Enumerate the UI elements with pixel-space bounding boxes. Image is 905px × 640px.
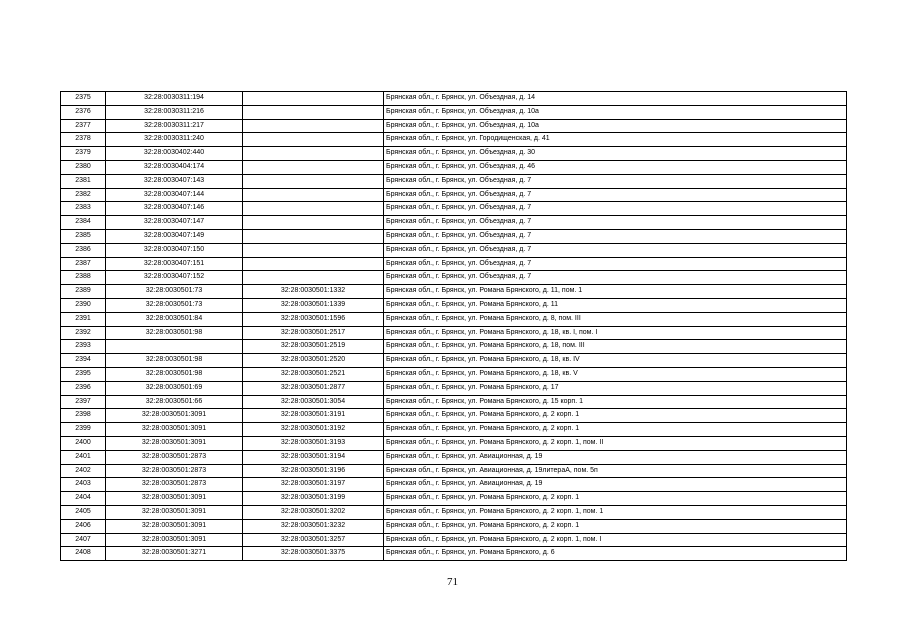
table-row [61, 367, 847, 381]
row-number-cell: 2383 [61, 202, 106, 216]
row-number-cell: 2407 [61, 533, 106, 547]
land-cadastral-number-cell: 32:28:0030501:2873 [106, 450, 243, 464]
land-cadastral-number-cell: 32:28:0030407:151 [106, 257, 243, 271]
address-cell: Брянская обл., г. Брянск, ул. Романа Брянского, д. 2 корп. 1 [384, 519, 847, 533]
table-row [61, 381, 847, 395]
land-cadastral-number-cell: 32:28:0030501:3091 [106, 436, 243, 450]
building-cadastral-number-cell: 32:28:0030501:3375 [243, 547, 384, 561]
table-row [61, 395, 847, 409]
row-number-cell: 2389 [61, 285, 106, 299]
address-cell: Брянская обл., г. Брянск, ул. Объездная, д. 46 [384, 160, 847, 174]
land-cadastral-number-cell: 32:28:0030407:152 [106, 271, 243, 285]
land-cadastral-number-cell: 32:28:0030501:69 [106, 381, 243, 395]
address-cell: Брянская обл., г. Брянск, ул. Авиационная, д. 19 [384, 478, 847, 492]
building-cadastral-number-cell: 32:28:0030501:3192 [243, 423, 384, 437]
row-number-cell: 2378 [61, 133, 106, 147]
building-cadastral-number-cell [243, 271, 384, 285]
row-number-cell: 2386 [61, 243, 106, 257]
address-cell: Брянская обл., г. Брянск, ул. Романа Брянского, д. 6 [384, 547, 847, 561]
building-cadastral-number-cell [243, 188, 384, 202]
building-cadastral-number-cell: 32:28:0030501:3257 [243, 533, 384, 547]
land-cadastral-number-cell: 32:28:0030501:3091 [106, 505, 243, 519]
building-cadastral-number-cell: 32:28:0030501:2519 [243, 340, 384, 354]
row-number-cell: 2406 [61, 519, 106, 533]
table-row [61, 257, 847, 271]
table-row [61, 174, 847, 188]
land-cadastral-number-cell: 32:28:0030404:174 [106, 160, 243, 174]
row-number-cell: 2405 [61, 505, 106, 519]
row-number-cell: 2382 [61, 188, 106, 202]
building-cadastral-number-cell [243, 243, 384, 257]
table-row [61, 423, 847, 437]
table-row [61, 188, 847, 202]
address-cell: Брянская обл., г. Брянск, ул. Объездная, д. 7 [384, 257, 847, 271]
address-cell: Брянская обл., г. Брянск, ул. Объездная, д. 7 [384, 202, 847, 216]
land-cadastral-number-cell [106, 340, 243, 354]
row-number-cell: 2375 [61, 92, 106, 106]
land-cadastral-number-cell: 32:28:0030501:3091 [106, 409, 243, 423]
building-cadastral-number-cell: 32:28:0030501:2521 [243, 367, 384, 381]
building-cadastral-number-cell [243, 257, 384, 271]
land-cadastral-number-cell: 32:28:0030501:3271 [106, 547, 243, 561]
land-cadastral-number-cell: 32:28:0030501:98 [106, 326, 243, 340]
row-number-cell: 2398 [61, 409, 106, 423]
table-row [61, 216, 847, 230]
land-cadastral-number-cell: 32:28:0030311:216 [106, 105, 243, 119]
table-row [61, 340, 847, 354]
land-cadastral-number-cell: 32:28:0030501:2873 [106, 478, 243, 492]
row-number-cell: 2393 [61, 340, 106, 354]
building-cadastral-number-cell: 32:28:0030501:3197 [243, 478, 384, 492]
address-cell: Брянская обл., г. Брянск, ул. Романа Брянского, д. 2 корп. 1, пом. II [384, 436, 847, 450]
address-cell: Брянская обл., г. Брянск, ул. Объездная, д. 7 [384, 271, 847, 285]
table-row [61, 133, 847, 147]
address-cell: Брянская обл., г. Брянск, ул. Романа Брянского, д. 15 корп. 1 [384, 395, 847, 409]
table-row [61, 519, 847, 533]
row-number-cell: 2379 [61, 147, 106, 161]
land-cadastral-number-cell: 32:28:0030501:2873 [106, 464, 243, 478]
row-number-cell: 2395 [61, 367, 106, 381]
address-cell: Брянская обл., г. Брянск, ул. Объездная, д. 10а [384, 119, 847, 133]
land-cadastral-number-cell: 32:28:0030402:440 [106, 147, 243, 161]
address-cell: Брянская обл., г. Брянск, ул. Объездная, д. 10а [384, 105, 847, 119]
row-number-cell: 2391 [61, 312, 106, 326]
address-cell: Брянская обл., г. Брянск, ул. Объездная, д. 7 [384, 216, 847, 230]
address-cell: Брянская обл., г. Брянск, ул. Городищенская, д. 41 [384, 133, 847, 147]
row-number-cell: 2396 [61, 381, 106, 395]
table-row [61, 547, 847, 561]
building-cadastral-number-cell [243, 105, 384, 119]
row-number-cell: 2380 [61, 160, 106, 174]
row-number-cell: 2388 [61, 271, 106, 285]
land-cadastral-number-cell: 32:28:0030407:147 [106, 216, 243, 230]
row-number-cell: 2408 [61, 547, 106, 561]
table-row [61, 354, 847, 368]
row-number-cell: 2394 [61, 354, 106, 368]
building-cadastral-number-cell [243, 202, 384, 216]
address-cell: Брянская обл., г. Брянск, ул. Романа Брянского, д. 2 корп. 1 [384, 423, 847, 437]
land-cadastral-number-cell: 32:28:0030407:149 [106, 229, 243, 243]
table-row [61, 533, 847, 547]
address-cell: Брянская обл., г. Брянск, ул. Объездная, д. 7 [384, 188, 847, 202]
land-cadastral-number-cell: 32:28:0030311:194 [106, 92, 243, 106]
table-row [61, 505, 847, 519]
building-cadastral-number-cell [243, 133, 384, 147]
building-cadastral-number-cell: 32:28:0030501:3191 [243, 409, 384, 423]
row-number-cell: 2402 [61, 464, 106, 478]
table-row [61, 229, 847, 243]
building-cadastral-number-cell: 32:28:0030501:3054 [243, 395, 384, 409]
table-row [61, 119, 847, 133]
row-number-cell: 2400 [61, 436, 106, 450]
row-number-cell: 2376 [61, 105, 106, 119]
table-row [61, 492, 847, 506]
land-cadastral-number-cell: 32:28:0030501:98 [106, 354, 243, 368]
building-cadastral-number-cell [243, 119, 384, 133]
building-cadastral-number-cell [243, 174, 384, 188]
land-cadastral-number-cell: 32:28:0030407:146 [106, 202, 243, 216]
building-cadastral-number-cell: 32:28:0030501:1332 [243, 285, 384, 299]
table-row [61, 326, 847, 340]
table-row [61, 202, 847, 216]
address-cell: Брянская обл., г. Брянск, ул. Романа Брянского, д. 18, кв. I, пом. I [384, 326, 847, 340]
land-cadastral-number-cell: 32:28:0030311:217 [106, 119, 243, 133]
land-cadastral-number-cell: 32:28:0030501:73 [106, 285, 243, 299]
building-cadastral-number-cell: 32:28:0030501:2520 [243, 354, 384, 368]
row-number-cell: 2387 [61, 257, 106, 271]
building-cadastral-number-cell [243, 147, 384, 161]
table-row [61, 436, 847, 450]
table-row [61, 160, 847, 174]
page-number: 71 [447, 576, 458, 588]
row-number-cell: 2397 [61, 395, 106, 409]
row-number-cell: 2384 [61, 216, 106, 230]
address-cell: Брянская обл., г. Брянск, ул. Объездная, д. 7 [384, 243, 847, 257]
table-row [61, 409, 847, 423]
address-cell: Брянская обл., г. Брянск, ул. Романа Брянского, д. 11, пом. 1 [384, 285, 847, 299]
land-cadastral-number-cell: 32:28:0030501:98 [106, 367, 243, 381]
address-cell: Брянская обл., г. Брянск, ул. Объездная, д. 14 [384, 92, 847, 106]
building-cadastral-number-cell: 32:28:0030501:1596 [243, 312, 384, 326]
building-cadastral-number-cell: 32:28:0030501:3199 [243, 492, 384, 506]
registry-table-body [61, 92, 847, 561]
building-cadastral-number-cell [243, 216, 384, 230]
land-cadastral-number-cell: 32:28:0030501:3091 [106, 519, 243, 533]
address-cell: Брянская обл., г. Брянск, ул. Романа Брянского, д. 2 корп. 1, пом. I [384, 533, 847, 547]
row-number-cell: 2403 [61, 478, 106, 492]
address-cell: Брянская обл., г. Брянск, ул. Романа Брянского, д. 8, пом. III [384, 312, 847, 326]
building-cadastral-number-cell: 32:28:0030501:3232 [243, 519, 384, 533]
table-row [61, 105, 847, 119]
address-cell: Брянская обл., г. Брянск, ул. Авиационная, д. 19литераА, пом. 5п [384, 464, 847, 478]
table-row [61, 312, 847, 326]
land-cadastral-number-cell: 32:28:0030501:3091 [106, 533, 243, 547]
building-cadastral-number-cell: 32:28:0030501:1339 [243, 298, 384, 312]
land-cadastral-number-cell: 32:28:0030407:144 [106, 188, 243, 202]
address-cell: Брянская обл., г. Брянск, ул. Романа Брянского, д. 2 корп. 1 [384, 409, 847, 423]
building-cadastral-number-cell: 32:28:0030501:3202 [243, 505, 384, 519]
address-cell: Брянская обл., г. Брянск, ул. Объездная, д. 7 [384, 174, 847, 188]
building-cadastral-number-cell: 32:28:0030501:3194 [243, 450, 384, 464]
row-number-cell: 2385 [61, 229, 106, 243]
building-cadastral-number-cell [243, 229, 384, 243]
address-cell: Брянская обл., г. Брянск, ул. Романа Брянского, д. 18, пом. III [384, 340, 847, 354]
land-cadastral-number-cell: 32:28:0030311:240 [106, 133, 243, 147]
building-cadastral-number-cell: 32:28:0030501:2517 [243, 326, 384, 340]
address-cell: Брянская обл., г. Брянск, ул. Авиационная, д. 19 [384, 450, 847, 464]
building-cadastral-number-cell: 32:28:0030501:3193 [243, 436, 384, 450]
address-cell: Брянская обл., г. Брянск, ул. Объездная, д. 7 [384, 229, 847, 243]
row-number-cell: 2390 [61, 298, 106, 312]
building-cadastral-number-cell [243, 92, 384, 106]
table-row [61, 450, 847, 464]
building-cadastral-number-cell [243, 160, 384, 174]
row-number-cell: 2399 [61, 423, 106, 437]
row-number-cell: 2392 [61, 326, 106, 340]
row-number-cell: 2404 [61, 492, 106, 506]
land-cadastral-number-cell: 32:28:0030501:3091 [106, 492, 243, 506]
table-row [61, 478, 847, 492]
address-cell: Брянская обл., г. Брянск, ул. Романа Брянского, д. 11 [384, 298, 847, 312]
address-cell: Брянская обл., г. Брянск, ул. Романа Брянского, д. 18, кв. IV [384, 354, 847, 368]
land-cadastral-number-cell: 32:28:0030407:143 [106, 174, 243, 188]
table-row [61, 464, 847, 478]
row-number-cell: 2401 [61, 450, 106, 464]
table-row [61, 271, 847, 285]
table-row [61, 298, 847, 312]
row-number-cell: 2377 [61, 119, 106, 133]
land-cadastral-number-cell: 32:28:0030501:66 [106, 395, 243, 409]
address-cell: Брянская обл., г. Брянск, ул. Романа Брянского, д. 18, кв. V [384, 367, 847, 381]
table-row [61, 285, 847, 299]
land-cadastral-number-cell: 32:28:0030407:150 [106, 243, 243, 257]
table-row [61, 147, 847, 161]
address-cell: Брянская обл., г. Брянск, ул. Романа Брянского, д. 17 [384, 381, 847, 395]
address-cell: Брянская обл., г. Брянск, ул. Романа Брянского, д. 2 корп. 1 [384, 492, 847, 506]
table-row [61, 243, 847, 257]
land-cadastral-number-cell: 32:28:0030501:3091 [106, 423, 243, 437]
address-cell: Брянская обл., г. Брянск, ул. Романа Брянского, д. 2 корп. 1, пом. 1 [384, 505, 847, 519]
table-row [61, 92, 847, 106]
address-cell: Брянская обл., г. Брянск, ул. Объездная, д. 30 [384, 147, 847, 161]
row-number-cell: 2381 [61, 174, 106, 188]
land-cadastral-number-cell: 32:28:0030501:84 [106, 312, 243, 326]
land-cadastral-number-cell: 32:28:0030501:73 [106, 298, 243, 312]
registry-table [60, 91, 847, 561]
building-cadastral-number-cell: 32:28:0030501:2877 [243, 381, 384, 395]
building-cadastral-number-cell: 32:28:0030501:3196 [243, 464, 384, 478]
